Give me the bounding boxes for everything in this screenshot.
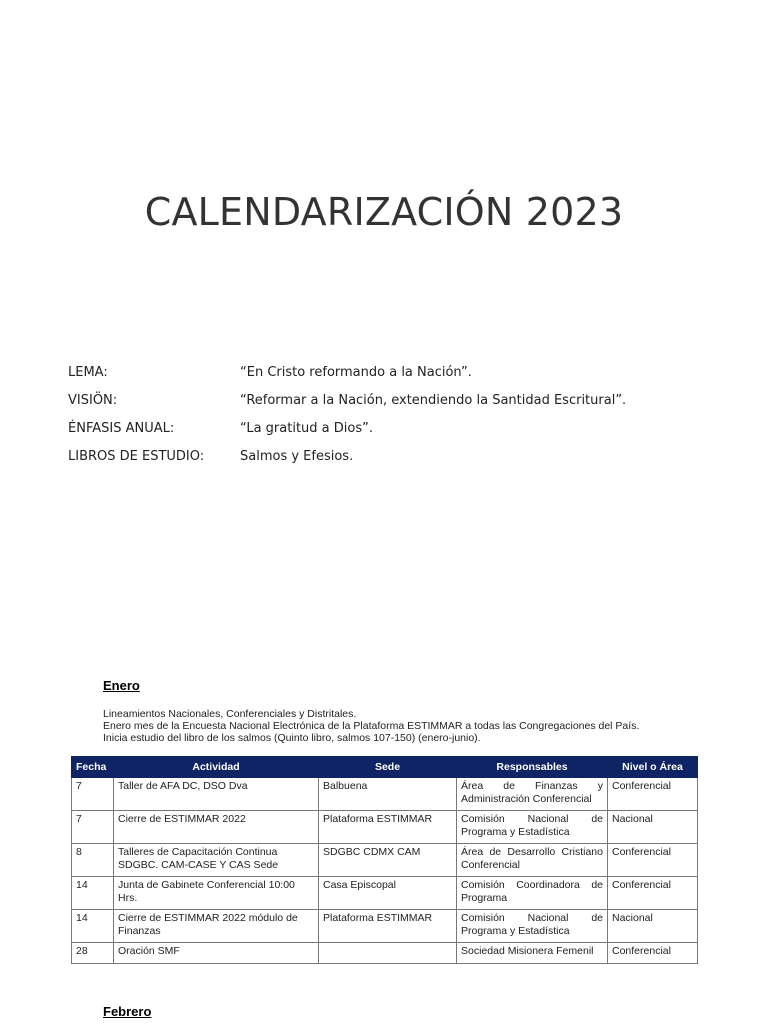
column-header-sede: Sede (319, 757, 457, 778)
meta-label: VISIÖN: (68, 392, 118, 408)
cell-actividad: Talleres de Capacitación Continua SDGBC. CAM-CASE Y CAS Sede (114, 844, 319, 877)
column-header-fecha: Fecha (72, 757, 114, 778)
cell-nivel: Conferencial (608, 844, 698, 877)
column-header-responsables: Responsables (457, 757, 608, 778)
note-line: Enero mes de la Encuesta Nacional Electrónica de la Plataforma ESTIMMAR a todas las Congregaciones del País. (103, 720, 640, 732)
cell-nivel: Nacional (608, 910, 698, 943)
column-header-nivel: Nivel o Área (608, 757, 698, 778)
cell-responsables: Área de Finanzas y Administración Conferencial (457, 778, 608, 811)
cell-actividad: Junta de Gabinete Conferencial 10:00 Hrs. (114, 877, 319, 910)
meta-label: LIBROS DE ESTUDIO: (68, 448, 205, 464)
cell-responsables: Comisión Nacional de Programa y Estadística (457, 811, 608, 844)
meta-value: “Reformar a la Nación, extendiendo la Santidad Escritural”. (240, 392, 627, 408)
meta-label: ÉNFASIS ANUAL: (68, 420, 175, 436)
cell-actividad: Taller de AFA DC, DSO Dva (114, 778, 319, 811)
column-header-actividad: Actividad (114, 757, 319, 778)
note-line: Inicia estudio del libro de los salmos (Quinto libro, salmos 107-150) (enero-junio). (103, 732, 481, 744)
cell-sede: Plataforma ESTIMMAR (319, 910, 457, 943)
meta-value: “En Cristo reformando a la Nación”. (240, 364, 472, 380)
table-row (72, 910, 698, 943)
cell-fecha: 7 (72, 811, 114, 844)
note-line: Lineamientos Nacionales, Conferenciales y Distritales. (103, 708, 357, 720)
enero-notes (103, 708, 639, 744)
cell-sede: SDGBC CDMX CAM (319, 844, 457, 877)
month-heading-febrero: Febrero (103, 1004, 152, 1019)
cell-sede: Balbuena (319, 778, 457, 811)
cell-responsables: Sociedad Misionera Femenil (457, 943, 608, 964)
table-row (72, 778, 698, 811)
meta-value: Salmos y Efesios. (240, 448, 354, 464)
cell-actividad: Cierre de ESTIMMAR 2022 módulo de Finanzas (114, 910, 319, 943)
table-row (72, 877, 698, 910)
cell-fecha: 14 (72, 877, 114, 910)
cell-nivel: Conferencial (608, 877, 698, 910)
meta-row-libros (68, 442, 728, 470)
enero-schedule-table (71, 756, 698, 964)
cell-sede (319, 943, 457, 964)
cell-sede: Casa Episcopal (319, 877, 457, 910)
cell-fecha: 7 (72, 778, 114, 811)
cell-responsables: Área de Desarrollo Cristiano Conferencial (457, 844, 608, 877)
cell-sede: Plataforma ESTIMMAR (319, 811, 457, 844)
table-header-row (72, 757, 698, 778)
meta-block (68, 358, 728, 470)
cell-actividad: Cierre de ESTIMMAR 2022 (114, 811, 319, 844)
cell-responsables: Comisión Coordinadora de Programa (457, 877, 608, 910)
table-row (72, 943, 698, 964)
meta-label: LEMA: (68, 364, 108, 380)
meta-value: “La gratitud a Dios”. (240, 420, 373, 436)
document-title: CALENDARIZACIÓN 2023 (144, 190, 624, 234)
cell-nivel: Conferencial (608, 778, 698, 811)
cell-responsables: Comisión Nacional de Programa y Estadística (457, 910, 608, 943)
cell-actividad: Oración SMF (114, 943, 319, 964)
cell-nivel: Nacional (608, 811, 698, 844)
month-heading-enero: Enero (103, 678, 140, 693)
table-row (72, 811, 698, 844)
meta-row-enfasis (68, 414, 728, 442)
cell-nivel: Conferencial (608, 943, 698, 964)
meta-row-vision (68, 386, 728, 414)
table-row (72, 844, 698, 877)
meta-row-lema (68, 358, 728, 386)
cell-fecha: 14 (72, 910, 114, 943)
cell-fecha: 28 (72, 943, 114, 964)
cell-fecha: 8 (72, 844, 114, 877)
